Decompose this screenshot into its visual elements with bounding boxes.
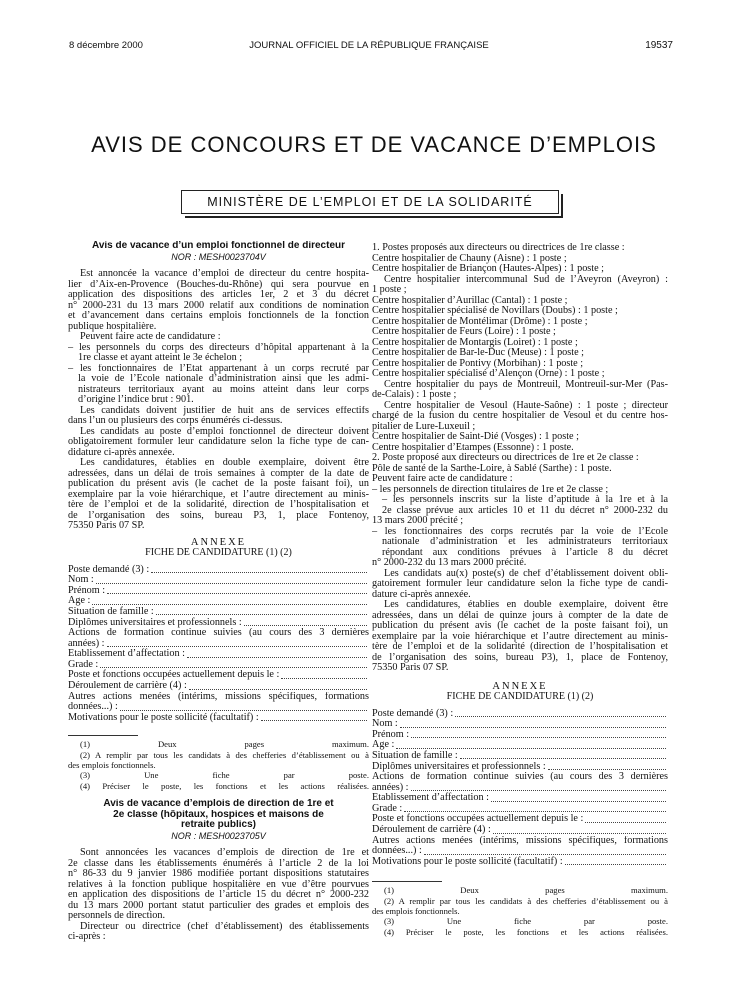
form-field (68, 586, 369, 597)
form-field-label: Poste et fonctions occupées actuellement depuis le : (68, 669, 280, 681)
main-title: AVIS DE CONCOURS ET DE VACANCE D’EMPLOIS (91, 132, 657, 157)
dotted-leader (411, 737, 666, 738)
posts-list-line: dature ci-après annexée. (372, 589, 471, 600)
notice2-intro-line: du 13 mars 2000 portant statut particulier des grades et emplois des (68, 900, 369, 911)
form-field-motivations (68, 713, 369, 724)
notice1-conditions-line: de l’organisation des soins, bureau P3, 1, place Fontenoy, (68, 510, 369, 521)
form-field (372, 730, 668, 741)
form-field-label: Déroulement de carrière (4) : (68, 680, 187, 692)
form-field (68, 617, 369, 628)
form-field (372, 709, 668, 720)
notice1-nor: NOR : MESH0023704V (171, 251, 266, 262)
posts-list-line: Centre hospitalier spécialisé d’Alençon (Orne) : 1 poste ; (372, 369, 605, 379)
dotted-leader (424, 854, 666, 855)
notice1-conditions-line: obligatoirement formuler leur candidature selon la fiche type de can- (68, 437, 369, 447)
notice2-intro-line: 2e classe dans les établissements énumérés à l’article 2 de la loi (68, 858, 369, 869)
footnotes-right (372, 886, 668, 938)
footnotes (68, 740, 369, 792)
posts-list-line: 2. Poste proposé aux directeurs ou directrices de 1re et 2e classe : (372, 453, 639, 463)
notice1-conditions-line: publication du présent avis (le cachet de la poste faisant foi), un (68, 479, 369, 489)
dotted-leader (491, 801, 666, 802)
posts-list-line: 75350 Paris 07 SP. (372, 663, 449, 673)
notice1-eligibility-line: la voie de l’Ecole nationale d’administration ainsi que les admi- (78, 374, 369, 384)
form-fields-right (372, 709, 668, 868)
form-field-label: Situation de famille : (372, 749, 458, 761)
notice2-intro-line: Sont annoncées les vacances d’emplois de direction de 1re et (80, 848, 369, 859)
notice2-nor: NOR : MESH0023705V (171, 830, 266, 841)
dotted-leader (261, 720, 367, 721)
notice1-eligibility (68, 332, 369, 406)
posts-list-line: Centre hospitalier d’Etampes (Essonne) : 1 poste. (372, 442, 574, 453)
notice2-title-line: retraite publics) (180, 820, 257, 831)
dotted-leader (493, 833, 666, 834)
form-field (372, 751, 668, 762)
notice1-intro-line: Est annoncée la vacance d’emploi de directeur du centre hospita- (80, 269, 369, 279)
form-field-actions-cont-label: années) : (372, 781, 409, 793)
posts-list-line: publication du présent avis (le cachet de la poste faisant foi), un (372, 621, 668, 631)
form-field (68, 681, 369, 692)
posts-list-line: gatoirement formuler leur candidature selon la fiche type de candi- (372, 579, 668, 589)
header-date: 8 décembre 2000 (69, 40, 143, 51)
footnotes-line: (4) Préciser le poste, les fonctions et les actions réalisées. (80, 781, 369, 791)
notice1-conditions-line: Les candidatures, établies en double exemplaire, doivent être (80, 458, 369, 468)
dotted-leader (107, 646, 368, 647)
footnotes-right-line: (1) Deux pages maximum. (384, 886, 668, 896)
posts-list-line: 2e classe prévue aux articles 10 et 11 du décret n° 2000-232 du (382, 505, 668, 516)
page-header (69, 40, 673, 54)
notice2-intro-line: n° 86-33 du 9 janvier 1986 modifiée portant dispositions statutaires (68, 869, 369, 880)
form-title-right: FICHE DE CANDIDATURE (1) (2) (446, 692, 594, 702)
posts-list-line: Centre hospitalier de Chauny (Aisne) : 1 poste ; (372, 253, 567, 264)
notice1-eligibility-line: nistrateurs territoriaux ayant au moins atteint dans leur corps (78, 384, 369, 395)
form-field-label: Nom : (68, 574, 94, 586)
posts-list-line: – les personnels de direction titulaires de 1re et 2e classe ; (372, 484, 609, 495)
posts-list-line: Peuvent faire acte de candidature : (372, 474, 513, 484)
footnotes-right-line: (4) Préciser le poste, les fonctions et les actions réalisées. (384, 927, 668, 937)
form-field-label: Poste demandé (3) : (68, 563, 150, 575)
posts-list-line: Centre hospitalier de Bar-le-Duc (Meuse) : 1 poste ; (372, 348, 584, 358)
posts-list-line: Les candidatures, établies en double exemplaire, doivent être (384, 600, 668, 610)
dotted-leader (396, 748, 666, 749)
footnote-rule-right (372, 881, 442, 882)
notice1-conditions-line: adressées, dans un délai de trois semaines à compter de la date de (68, 468, 369, 479)
dotted-leader (404, 811, 666, 812)
dotted-leader (460, 758, 666, 759)
notice1-conditions-line: Les candidats au poste d’emploi fonctionnel de directeur doivent (80, 426, 369, 437)
form-field-autres-cont-label: données...) : (68, 701, 118, 713)
dotted-leader (411, 790, 667, 791)
posts-list-line: Pôle de santé de la Sarthe-Loire, à Sablé (Sarthe) : 1 poste. (372, 463, 612, 474)
form-field (372, 761, 668, 772)
footnotes-line: (2) A remplir par tous les candidats à des chefferies d’établissement ou à (80, 750, 369, 760)
form-field (68, 607, 369, 618)
notice2-intro-line: personnels de direction. (68, 911, 166, 922)
form-field-label: Diplômes universitaires et professionnels : (68, 616, 242, 628)
form-field (68, 565, 369, 576)
form-field-label: Situation de famille : (68, 605, 154, 617)
posts-list-line: 1 poste ; (372, 285, 407, 295)
notice2-title (68, 799, 369, 831)
dotted-leader (96, 583, 367, 584)
form-field-label: Diplômes universitaires et professionnels : (372, 760, 546, 772)
notice2-intro-line: en application des dispositions de l’article 15 du décret n° 2000-232 (68, 890, 369, 901)
notice1-eligibility-line: – les fonctionnaires de l’Etat appartenant à un corps recruté par (68, 363, 369, 374)
posts-list-line: Centre hospitalier de Vesoul (Haute-Saône) : 1 poste ; directeur (384, 400, 668, 411)
notice2-intro-line: relatives à la fonction publique hospitalière en vue d’être pourvues (68, 879, 369, 890)
form-field-label: Grade : (68, 658, 99, 670)
form-field-label: Grade : (372, 802, 403, 814)
form-field-label: Etablissement d’affectation : (372, 792, 489, 804)
form-fields (68, 565, 369, 724)
posts-list-line: Centre hospitalier de Montargis (Loiret) : 1 poste ; (372, 337, 578, 348)
notice2-title-line: Avis de vacance d’emplois de direction de 1re et (103, 799, 334, 810)
form-field (372, 719, 668, 730)
posts-list (372, 243, 668, 674)
dotted-leader (281, 678, 367, 679)
form-field-label: Etablissement d’affectation : (68, 648, 185, 660)
form-field-label: Poste et fonctions occupées actuellement depuis le : (372, 813, 584, 825)
posts-list-line: de l’organisation des soins, bureau P3), 1, place de Fontenoy, (372, 652, 668, 663)
posts-list-line: Centre hospitalier de Pontivy (Morbihan) : 1 poste ; (372, 358, 584, 369)
posts-list-line: Les candidats au(x) poste(s) de chef d’établissement doivent obli- (384, 568, 668, 579)
annexe-heading: ANNEXE (190, 537, 247, 548)
dotted-leader (585, 822, 666, 823)
notice1-eligibility-line: 1re classe et ayant atteint le 3e échelon ; (78, 353, 243, 363)
notice1-intro-line: lier d’Aix-en-Provence (Bouches-du-Rhône) qui sera pourvue en (68, 279, 369, 290)
dotted-leader (100, 667, 367, 668)
posts-list-line: Centre hospitalier de Saint-Dié (Vosges) : 1 poste ; (372, 432, 579, 442)
form-field-label: Poste demandé (3) : (372, 707, 454, 719)
footnotes-line: (3) Une fiche par poste. (80, 771, 369, 781)
posts-list-line: adressées, dans un délai de quinze jours à compter de la date de (372, 610, 668, 621)
notice1-conditions-line: dans l’un ou plusieurs des corps énumérés ci-dessus. (68, 416, 283, 426)
form-field (68, 575, 369, 586)
notice1-eligibility-line: d’origine l’indice brut : 901. (78, 395, 194, 405)
ministry-box: MINISTÈRE DE L’EMPLOI ET DE LA SOLIDARITÉ (181, 190, 559, 214)
dotted-leader (455, 716, 666, 717)
posts-list-line: Centre hospitalier de Feurs (Loire) : 1 poste ; (372, 327, 556, 337)
notice1-conditions-line: 75350 Paris 07 SP. (68, 521, 145, 531)
form-field-label: Déroulement de carrière (4) : (372, 824, 491, 836)
form-field-autres: Autres actions menées (intérims, missions spécifiques, formations (68, 691, 369, 702)
dotted-leader (548, 769, 666, 770)
dotted-leader (92, 604, 367, 605)
form-field-label: Nom : (372, 718, 398, 730)
notice1-conditions-line: tère de l’emploi et de la solidarité, direction de l’hospitalisation et (68, 500, 369, 510)
dotted-leader (151, 572, 367, 573)
notice1-conditions-line: Les candidats doivent justifier de huit ans de services effectifs (80, 405, 369, 416)
form-field-actions: Actions de formation continue suivies (au cours des 3 dernières (372, 772, 668, 783)
notice1-conditions-line: didature ci-après annexée. (68, 447, 175, 458)
footnotes-right-line: (2) A remplir par tous les candidats à des chefferies d’établissement ou à (384, 896, 668, 906)
form-field-autres-cont-label: données...) : (372, 845, 422, 857)
posts-list-line: Centre hospitalier spécialisé de Novillars (Doubs) : 1 poste ; (372, 306, 618, 316)
form-field (372, 825, 668, 836)
notice1-intro-line: et d’avancement dans certains emplois fonctionnels de la fonction (68, 311, 369, 321)
posts-list-line: nationale d’administration et les administrateurs territoriaux (382, 537, 668, 547)
notice1-title: Avis de vacance d’un emploi fonctionnel de directeur (91, 241, 346, 251)
dotted-leader (187, 657, 367, 658)
page-number: 19537 (645, 40, 673, 51)
posts-list-line: exemplaire par la voie hiérarchique et l’autre directement au minis- (372, 631, 668, 642)
form-field-actions: Actions de formation continue suivies (au cours des 3 dernières (68, 628, 369, 639)
posts-list-line: de-Calais) : 1 poste ; (372, 390, 457, 400)
notice1-intro-line: n° 2000-231 du 13 mars 2000 relatif aux conditions de nomination (68, 300, 369, 311)
annexe-heading-right: ANNEXE (492, 681, 548, 692)
form-field-actions-cont-label: années) : (68, 637, 105, 649)
posts-list-line: pitalier de Lure-Luxeuil ; (372, 421, 476, 432)
form-field-motivations-label: Motivations pour le poste sollicité (facultatif) : (68, 711, 259, 723)
posts-list-line: 1. Postes proposés aux directeurs ou directrices de 1re classe : (372, 243, 625, 253)
footnotes-line: (1) Deux pages maximum. (80, 740, 369, 750)
dotted-leader (107, 593, 367, 594)
footnotes-right-line: (3) Une fiche par poste. (384, 917, 668, 927)
dotted-leader (400, 727, 666, 728)
posts-list-line: Centre hospitalier du pays de Montreuil, Montreuil-sur-Mer (Pas- (384, 379, 668, 390)
notice1-eligibility-line: – les personnels du corps des directeurs d’hôpital appartenant à la (68, 342, 369, 353)
posts-list-line: – les fonctionnaires des corps recrutés par la voie de l’Ecole (372, 526, 668, 537)
dotted-leader (244, 625, 367, 626)
posts-list-line: Centre hospitalier d’Aurillac (Cantal) : 1 poste ; (372, 295, 568, 306)
notice1-intro-line: publique hospitalière. (68, 321, 157, 332)
form-field-label: Prénom : (372, 728, 410, 740)
left-column (68, 241, 369, 943)
posts-list-line: chargé de la fusion du centre hospitalier de Vesoul et du centre hos- (372, 411, 668, 421)
notice2-intro-line: Directeur ou directrice (chef d’établissement) des établissements (80, 921, 369, 932)
posts-list-line: 13 mars 2000 précité ; (372, 516, 464, 526)
notice2-intro-line: ci-après : (68, 932, 106, 943)
form-field (68, 649, 369, 660)
posts-list-line: répondant aux conditions prévues à l’article 8 du décret (382, 547, 668, 558)
form-field-label: Age : (68, 595, 91, 607)
notice1-intro (68, 269, 369, 332)
form-field-motivations-label: Motivations pour le poste sollicité (facultatif) : (372, 855, 563, 867)
footnotes-line: des emplois fonctionnels. (68, 761, 156, 771)
posts-list-line: Centre hospitalier intercommunal Sud de l’Aveyron (Aveyron) : (384, 274, 668, 285)
notice1-intro-line: application des dispositions des articles 1er, 2 et 3 du décret (68, 290, 369, 300)
header-journal-title: JOURNAL OFFICIEL DE LA RÉPUBLIQUE FRANÇAISE (249, 40, 489, 51)
notice2-intro (68, 848, 369, 943)
form-field (372, 793, 668, 804)
posts-list-line: Centre hospitalier de Montélimar (Drôme) : 1 poste ; (372, 316, 588, 327)
notice1-conditions-line: exemplaire par la voie hiérarchique, et l’autre directement au minis- (68, 489, 369, 500)
notice1-conditions (68, 406, 369, 532)
dotted-leader (565, 864, 666, 865)
form-field-label: Prénom : (68, 584, 106, 596)
posts-list-line: n° 2000-232 du 13 mars 2000 précité. (372, 558, 527, 568)
dotted-leader (120, 710, 367, 711)
posts-list-line: tère de l’emploi et de la solidarité (direction de l’hospitalisation et (372, 642, 668, 652)
notice1-eligibility-line: Peuvent faire acte de candidature : (80, 332, 221, 342)
notice2-title-line: 2e classe (hôpitaux, hospices et maisons de (113, 809, 324, 820)
footnotes-right-line: des emplois fonctionnels. (372, 907, 460, 917)
form-field-label: Age : (372, 739, 395, 751)
dotted-leader (189, 689, 367, 690)
posts-list-line: Centre hospitalier de Briançon (Hautes-Alpes) : 1 poste ; (372, 264, 604, 274)
dotted-leader (156, 614, 367, 615)
right-column (372, 243, 668, 938)
form-field-autres: Autres actions menées (intérims, missions spécifiques, formations (372, 835, 668, 846)
form-field-motivations (372, 857, 668, 868)
posts-list-line: – les personnels inscrits sur la liste d’aptitude à la 1re et à la (382, 495, 668, 505)
form-title: FICHE DE CANDIDATURE (1) (2) (145, 548, 292, 558)
footnote-rule (68, 735, 138, 736)
